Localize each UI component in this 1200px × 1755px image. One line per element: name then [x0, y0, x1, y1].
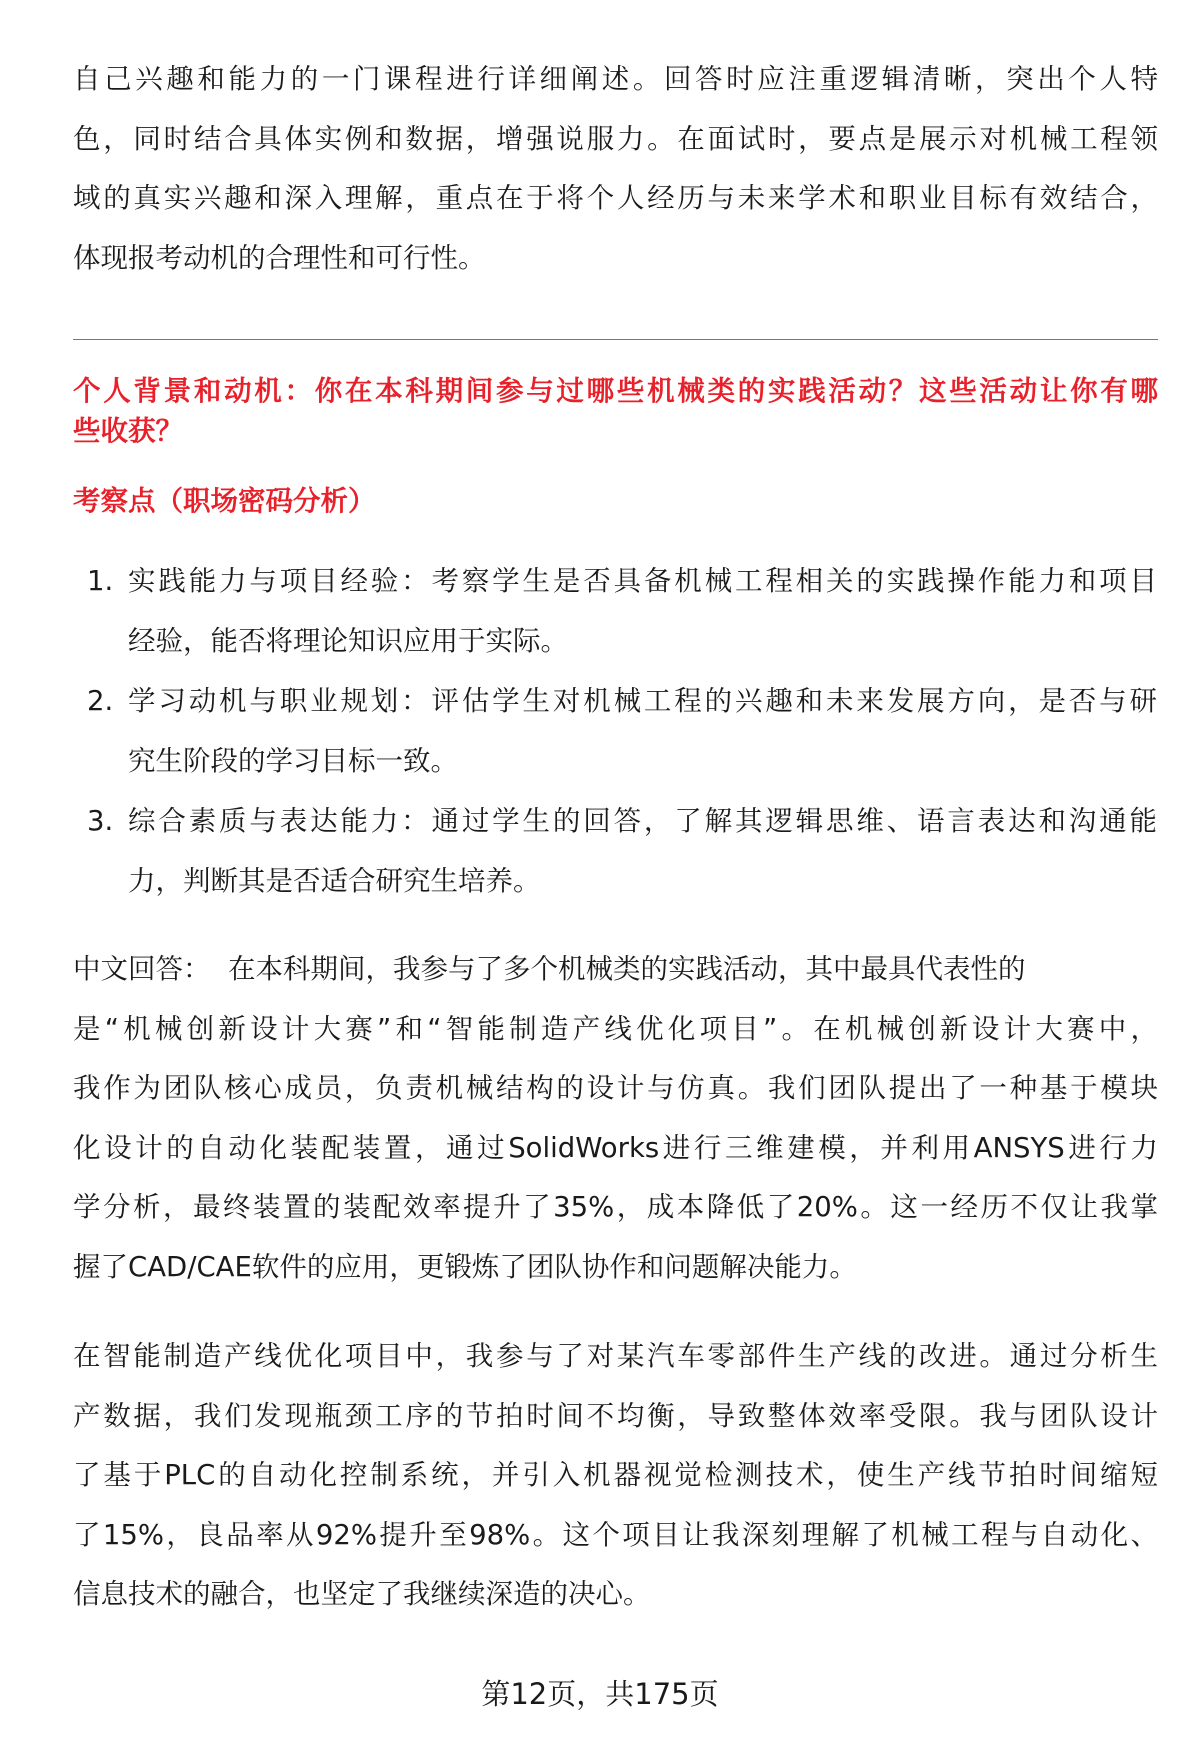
text-line: 自己兴趣和能力的一门课程进行详细阐述。回答时应注重逻辑清晰，突出个人特 [73, 63, 1158, 95]
text-line: 究生阶段的学习目标一致。 [128, 744, 458, 777]
text-line: 握了CAD/CAE软件的应用，更锻炼了团队协作和问题解决能力。 [73, 1250, 857, 1283]
intro-paragraph [73, 50, 1158, 288]
text-line: 是“机械创新设计大赛”和“智能制造产线优化项目”。在机械创新设计大赛中， [73, 1012, 1158, 1045]
text-line: 中文回答： 在本科期间，我参与了多个机械类的实践活动，其中最具代表性的 [73, 953, 1026, 985]
text-line: 化设计的自动化装配装置，通过SolidWorks进行三维建模，并利用ANSYS进行力 [73, 1131, 1158, 1164]
list-number: 3. [87, 805, 114, 837]
question-heading [73, 371, 1158, 451]
text-line: 色，同时结合具体实例和数据，增强说服力。在面试时，要点是展示对机械工程领 [73, 122, 1158, 155]
text-line: 了基于PLC的自动化控制系统，并引入机器视觉检测技术，使生产线节拍时间缩短 [73, 1459, 1158, 1492]
text-line: 实践能力与项目经验：考察学生是否具备机械工程相关的实践操作能力和项目 [128, 565, 1157, 597]
text-line: 我作为团队核心成员，负责机械结构的设计与仿真。我们团队提出了一种基于模块 [73, 1072, 1158, 1105]
assessment-heading [73, 472, 1158, 532]
text-line: 域的真实兴趣和深入理解，重点在于将个人经历与未来学术和职业目标有效结合， [73, 182, 1158, 215]
text-line: 产数据，我们发现瓶颈工序的节拍时间不均衡，导致整体效率受限。我与团队设计 [73, 1399, 1158, 1432]
text-line: 些收获？ [73, 415, 183, 447]
text-line: 学习动机与职业规划：评估学生对机械工程的兴趣和未来发展方向，是否与研 [128, 685, 1157, 717]
answer-paragraph-2 [73, 1327, 1158, 1625]
text-line: 学分析，最终装置的装配效率提升了35%，成本降低了20%。这一经历不仅让我掌 [73, 1191, 1158, 1224]
text-line: 考察点（职场密码分析） [73, 485, 376, 517]
text-line: 了15%，良品率从92%提升至98%。这个项目让我深刻理解了机械工程与自动化、 [73, 1518, 1158, 1551]
text-line: 个人背景和动机：你在本科期间参与过哪些机械类的实践活动？这些活动让你有哪 [73, 375, 1158, 407]
text-line: 在智能制造产线优化项目中，我参与了对某汽车零部件生产线的改进。通过分析生 [73, 1340, 1158, 1372]
text-line: 信息技术的融合，也坚定了我继续深造的决心。 [73, 1578, 651, 1611]
text-line: 经验，能否将理论知识应用于实际。 [128, 624, 568, 657]
list-number: 1. [87, 565, 114, 597]
answer-paragraph-1 [73, 940, 1158, 1298]
page-number: 第12页，共175页 [481, 1677, 719, 1711]
section-divider [73, 339, 1158, 340]
list-number: 2. [87, 685, 114, 717]
text-line: 体现报考动机的合理性和可行性。 [73, 241, 486, 274]
text-line: 力，判断其是否适合研究生培养。 [128, 864, 541, 897]
text-line: 综合素质与表达能力：通过学生的回答，了解其逻辑思维、语言表达和沟通能 [128, 805, 1157, 837]
